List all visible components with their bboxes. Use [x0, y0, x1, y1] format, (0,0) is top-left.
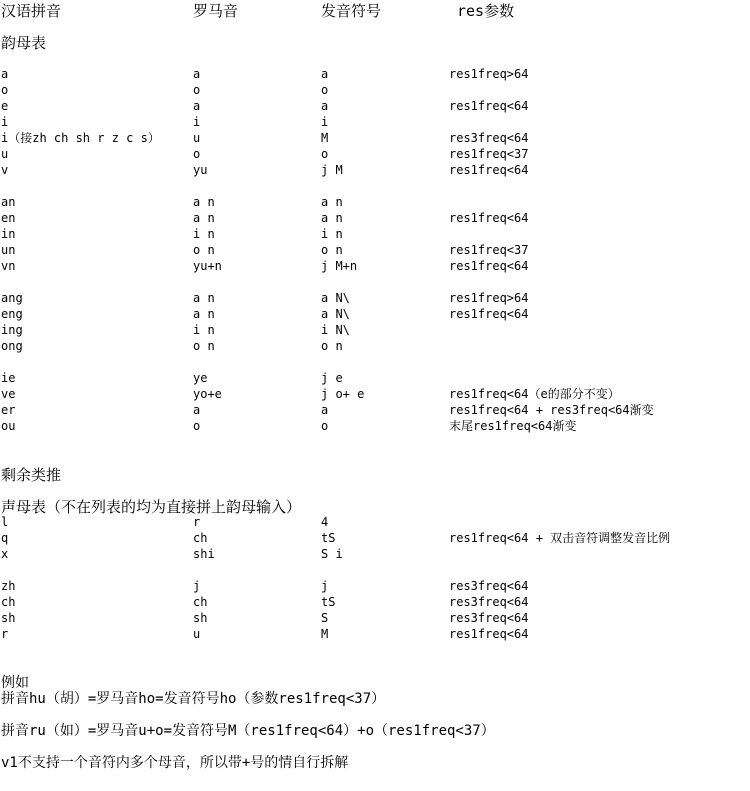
- cell-res: res1freq<64: [449, 627, 529, 641]
- cell-pinyin: ing: [1, 323, 23, 337]
- table-row: [0, 242, 750, 258]
- cell-symbol: i N\: [321, 323, 350, 337]
- cell-symbol: j e: [321, 371, 343, 385]
- header-romaji: 罗马音: [193, 2, 239, 20]
- cell-romaji: ch: [193, 595, 208, 609]
- cell-pinyin: r: [1, 627, 9, 641]
- cell-pinyin: i: [1, 115, 9, 129]
- cell-pinyin: ong: [1, 339, 23, 353]
- cell-symbol: o n: [321, 243, 343, 257]
- table-row: [0, 514, 750, 530]
- cell-romaji: yo+e: [193, 387, 222, 401]
- table-row: [0, 98, 750, 114]
- cell-symbol: o: [321, 147, 329, 161]
- table-row: [0, 114, 750, 130]
- cell-symbol: a n: [321, 211, 343, 225]
- cell-romaji: o n: [193, 339, 215, 353]
- table-row: [0, 370, 750, 386]
- cell-res: res3freq<64: [449, 579, 529, 593]
- cell-pinyin: e: [1, 99, 9, 113]
- table-row: [0, 594, 750, 610]
- table-row: [0, 226, 750, 242]
- cell-pinyin: en: [1, 211, 16, 225]
- cell-res: res1freq<64: [449, 307, 529, 321]
- cell-pinyin: l: [1, 515, 9, 529]
- cell-symbol: S: [321, 611, 329, 625]
- table-row: [0, 338, 750, 354]
- cell-res: res3freq<64: [449, 595, 529, 609]
- cell-pinyin: i（接zh ch sh r z c s）: [1, 131, 160, 145]
- cell-romaji: a n: [193, 211, 215, 225]
- cell-pinyin: ie: [1, 371, 16, 385]
- cell-symbol: M: [321, 627, 329, 641]
- table-row: [0, 578, 750, 594]
- cell-symbol: j: [321, 579, 329, 593]
- cell-romaji: r: [193, 515, 201, 529]
- cell-romaji: a n: [193, 195, 215, 209]
- cell-romaji: sh: [193, 611, 208, 625]
- cell-symbol: a: [321, 403, 329, 417]
- table-row: [0, 290, 750, 306]
- cell-symbol: i n: [321, 227, 343, 241]
- cell-pinyin: ve: [1, 387, 16, 401]
- table-row: [0, 546, 750, 562]
- cell-symbol: o: [321, 83, 329, 97]
- cell-romaji: o: [193, 419, 201, 433]
- cell-romaji: i: [193, 115, 201, 129]
- table-row: [0, 322, 750, 338]
- cell-pinyin: q: [1, 531, 9, 545]
- cell-res: res1freq>64: [449, 291, 529, 305]
- cell-romaji: ch: [193, 531, 208, 545]
- cell-pinyin: an: [1, 195, 16, 209]
- cell-romaji: u: [193, 131, 201, 145]
- initials-title: 声母表（不在列表的均为直接拼上韵母输入）: [1, 498, 302, 516]
- cell-pinyin: zh: [1, 579, 16, 593]
- cell-romaji: a: [193, 403, 201, 417]
- cell-res: res1freq<64: [449, 163, 529, 177]
- table-row: [0, 146, 750, 162]
- cell-romaji: a n: [193, 291, 215, 305]
- table-row: [0, 82, 750, 98]
- cell-romaji: o n: [193, 243, 215, 257]
- table-row: [0, 610, 750, 626]
- cell-pinyin: ang: [1, 291, 23, 305]
- cell-pinyin: un: [1, 243, 16, 257]
- cell-res: res1freq<64: [449, 211, 529, 225]
- cell-symbol: M: [321, 131, 329, 145]
- cell-symbol: a: [321, 67, 329, 81]
- cell-symbol: a N\: [321, 291, 350, 305]
- cell-romaji: i n: [193, 323, 215, 337]
- example-line-1: 拼音hu（胡）=罗马音ho=发音符号ho（参数res1freq<37）: [1, 691, 386, 707]
- cell-symbol: j M+n: [321, 259, 358, 273]
- cell-romaji: shi: [193, 547, 215, 561]
- example-line-3: v1不支持一个音符内多个母音，所以带+号的情自行拆解: [1, 755, 349, 771]
- cell-pinyin: eng: [1, 307, 23, 321]
- cell-res: res3freq<64: [449, 131, 529, 145]
- cell-res: res3freq<64: [449, 611, 529, 625]
- cell-symbol: 4: [321, 515, 329, 529]
- rest-note: 剩余类推: [1, 466, 62, 484]
- cell-symbol: o: [321, 419, 329, 433]
- cell-romaji: j: [193, 579, 201, 593]
- table-row: [0, 530, 750, 546]
- cell-pinyin: o: [1, 83, 9, 97]
- examples-title: 例如: [1, 675, 29, 691]
- table-row: [0, 386, 750, 402]
- cell-pinyin: sh: [1, 611, 16, 625]
- cell-symbol: tS: [321, 531, 336, 545]
- cell-res: res1freq<64（e的部分不变）: [449, 387, 620, 401]
- cell-res: 末尾res1freq<64渐变: [449, 419, 577, 433]
- cell-symbol: a N\: [321, 307, 350, 321]
- cell-pinyin: vn: [1, 259, 16, 273]
- table-row: [0, 130, 750, 146]
- cell-symbol: tS: [321, 595, 336, 609]
- cell-romaji: o: [193, 83, 201, 97]
- table-row: [0, 258, 750, 274]
- table-row: [0, 66, 750, 82]
- table-row: [0, 210, 750, 226]
- cell-romaji: a: [193, 99, 201, 113]
- cell-romaji: i n: [193, 227, 215, 241]
- cell-res: res1freq<64 + res3freq<64渐变: [449, 403, 654, 417]
- example-line-2: 拼音ru（如）=罗马音u+o=发音符号M（res1freq<64）+o（res1freq<37）: [1, 723, 495, 739]
- cell-pinyin: ch: [1, 595, 16, 609]
- cell-res: res1freq<37: [449, 147, 529, 161]
- header-res: res参数: [457, 2, 515, 20]
- cell-pinyin: x: [1, 547, 9, 561]
- cell-res: res1freq<64: [449, 259, 529, 273]
- cell-symbol: S i: [321, 547, 343, 561]
- table-row: [0, 626, 750, 642]
- header-pinyin: 汉语拼音: [1, 2, 62, 20]
- table-row: [0, 418, 750, 434]
- cell-romaji: yu: [193, 163, 208, 177]
- cell-symbol: j o+ e: [321, 387, 365, 401]
- cell-romaji: yu+n: [193, 259, 222, 273]
- cell-res: res1freq<64: [449, 99, 529, 113]
- cell-romaji: a n: [193, 307, 215, 321]
- cell-pinyin: a: [1, 67, 9, 81]
- table-row: [0, 306, 750, 322]
- table-row: [0, 194, 750, 210]
- cell-res: res1freq>64: [449, 67, 529, 81]
- cell-res: res1freq<37: [449, 243, 529, 257]
- table-row: [0, 162, 750, 178]
- cell-romaji: a: [193, 67, 201, 81]
- cell-pinyin: er: [1, 403, 16, 417]
- cell-pinyin: ou: [1, 419, 16, 433]
- cell-romaji: u: [193, 627, 201, 641]
- finals-title: 韵母表: [1, 34, 47, 52]
- cell-symbol: j M: [321, 163, 343, 177]
- cell-symbol: a: [321, 99, 329, 113]
- cell-symbol: o n: [321, 339, 343, 353]
- cell-symbol: a n: [321, 195, 343, 209]
- cell-pinyin: u: [1, 147, 9, 161]
- cell-romaji: o: [193, 147, 201, 161]
- cell-res: res1freq<64 + 双击音符调整发音比例: [449, 531, 671, 545]
- header-symbol: 发音符号: [321, 2, 382, 20]
- cell-pinyin: v: [1, 163, 9, 177]
- cell-symbol: i: [321, 115, 329, 129]
- table-row: [0, 402, 750, 418]
- cell-pinyin: in: [1, 227, 16, 241]
- cell-romaji: ye: [193, 371, 208, 385]
